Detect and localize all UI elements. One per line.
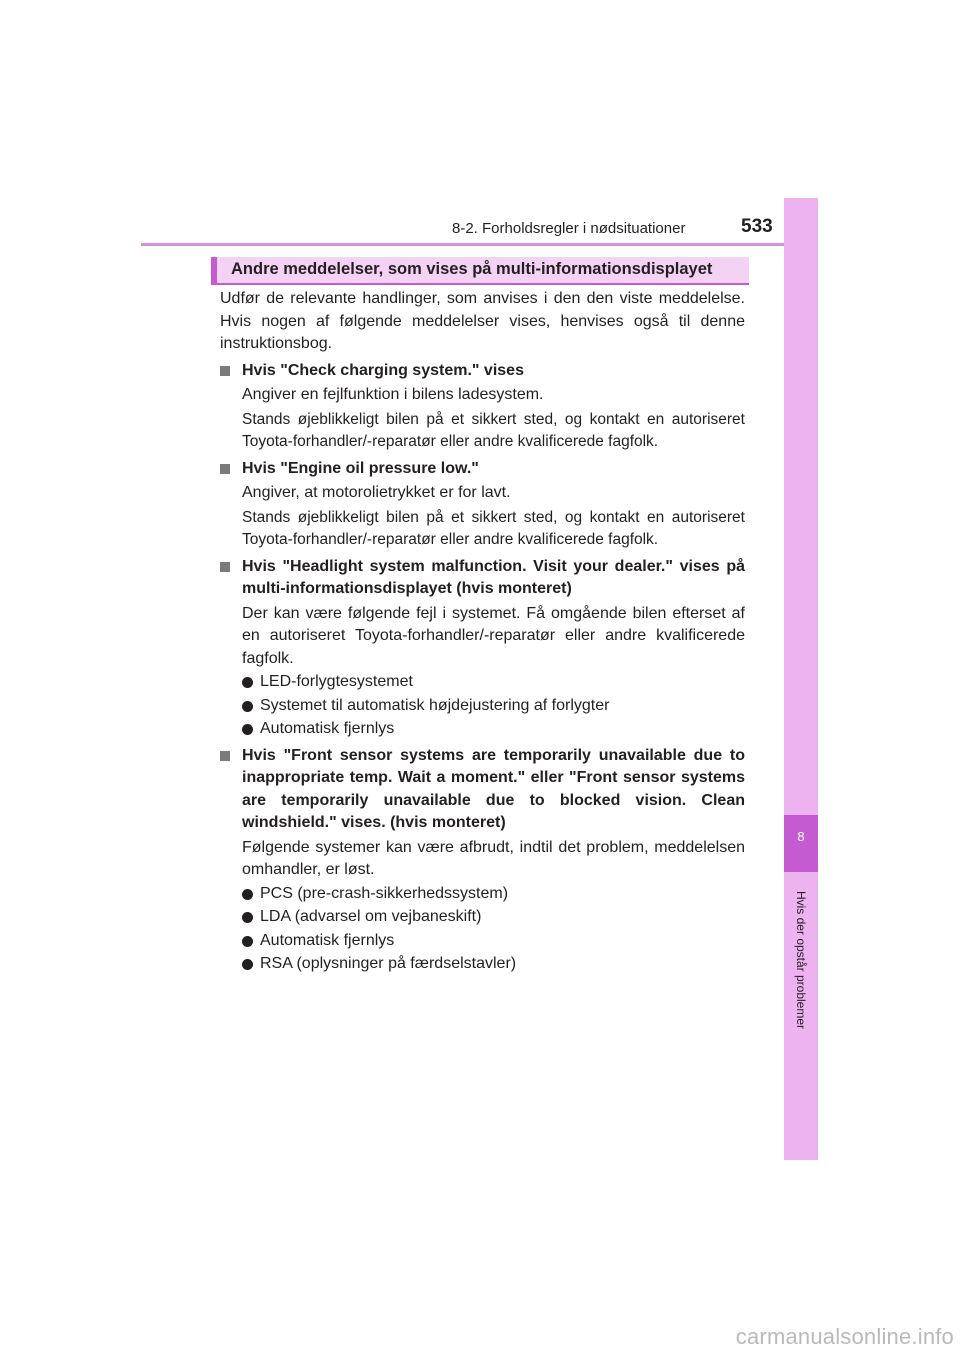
round-bullet-icon	[242, 912, 253, 923]
page-number: 533	[741, 216, 773, 237]
section-heading-rule	[211, 283, 749, 285]
list-item-text: Automatisk fjernlys	[260, 931, 395, 949]
message-paragraph: Følgende systemer kan være afbrudt, indtil det problem, meddelelsen omhandler, er løst.	[242, 838, 745, 878]
message-paragraph: Stands øjeblikkeligt bilen på et sikkert sted, og kontakt en autoriseret Toyota-forhandler/-reparatør eller andre kvalificerede fagfolk.	[242, 508, 745, 548]
list-item	[220, 930, 745, 953]
message-heading	[220, 745, 745, 835]
message-paragraph: Angiver, at motorolietrykket er for lavt.	[242, 484, 511, 501]
section-heading	[211, 257, 749, 283]
running-header-section: 8-2. Forholdsregler i nødsituationer	[452, 220, 686, 237]
round-bullet-icon	[242, 889, 253, 900]
list-item-text: Automatisk fjernlys	[260, 720, 395, 737]
chapter-title: Hvis der opstår problemer	[794, 890, 808, 1030]
square-bullet-icon	[220, 751, 230, 761]
round-bullet-icon	[242, 936, 253, 947]
round-bullet-icon	[242, 959, 253, 970]
message-title: Hvis "Headlight system malfunction. Visit your dealer." vises på multi-informationsdisplayet (hvis monteret)	[242, 557, 745, 597]
message-heading	[220, 556, 745, 601]
section-heading-text: Andre meddelelser, som vises på multi-informationsdisplayet	[231, 260, 713, 278]
square-bullet-icon	[220, 366, 230, 376]
round-bullet-icon	[242, 701, 253, 712]
list-item	[220, 695, 745, 718]
message-block	[220, 556, 745, 741]
list-item	[220, 671, 745, 694]
message-list	[220, 360, 745, 976]
message-paragraph: Angiver en fejlfunktion i bilens ladesystem.	[242, 386, 544, 403]
message-block	[220, 360, 745, 454]
list-item	[220, 718, 745, 741]
header-rule	[141, 243, 818, 246]
message-title: Hvis "Check charging system." vises	[242, 361, 524, 379]
list-item-text: LED-forlygtesystemet	[260, 673, 413, 690]
chapter-number: 8	[797, 829, 805, 844]
list-item-text: RSA (oplysninger på færdselstavler)	[260, 955, 517, 972]
message-block	[220, 745, 745, 976]
list-item-text: PCS (pre-crash-sikkerhedssystem)	[260, 884, 509, 902]
message-heading	[220, 458, 745, 481]
message-paragraph: Stands øjeblikkeligt bilen på et sikkert sted, og kontakt en autoriseret Toyota-forhandler/-reparatør eller andre kvalificerede fagfolk.	[242, 410, 745, 450]
list-item-text: Systemet til automatisk højdejustering af forlygter	[260, 696, 610, 714]
watermark: carmanualsonline.info	[735, 1324, 954, 1349]
message-paragraph: Der kan være følgende fejl i systemet. Få omgående bilen efterset af en autoriseret Toyota-forhandler/-reparatør eller andre kvalificerede fagfolk.	[242, 604, 745, 667]
message-block	[220, 458, 745, 552]
list-item-text: LDA (advarsel om vejbaneskift)	[260, 908, 482, 925]
square-bullet-icon	[220, 562, 230, 572]
round-bullet-icon	[242, 677, 253, 688]
list-item	[220, 906, 745, 929]
message-heading	[220, 360, 745, 383]
content-body	[220, 288, 745, 976]
list-item	[220, 883, 745, 906]
message-title: Hvis "Engine oil pressure low."	[242, 459, 479, 477]
round-bullet-icon	[242, 724, 253, 735]
intro-paragraph: Udfør de relevante handlinger, som anvises i den den viste meddelelse. Hvis nogen af følgende meddelelser vises, henvises også til denne instruktionsbog.	[220, 290, 745, 352]
list-item	[220, 953, 745, 976]
square-bullet-icon	[220, 464, 230, 474]
message-title: Hvis "Front sensor systems are temporarily unavailable due to inappropriate temp. Wait a moment." eller "Front sensor systems are temporarily unavailable due to blocked vision. Clean windshield." vises. (hvis monteret)	[242, 746, 745, 831]
